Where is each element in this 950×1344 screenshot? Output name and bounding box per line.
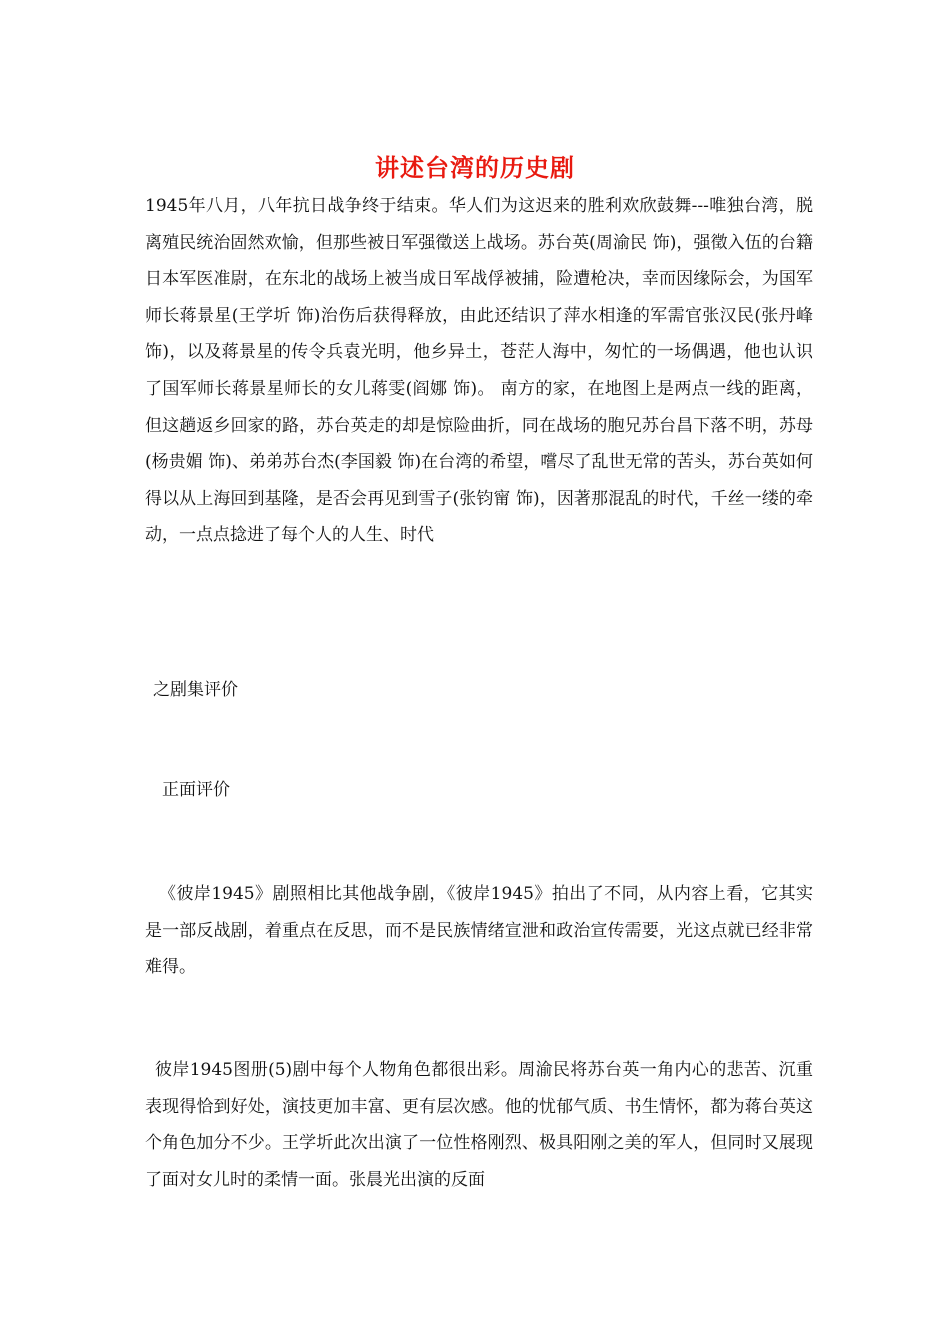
- review-section-heading: 之剧集评价: [153, 680, 238, 700]
- synopsis-paragraph: 1945年八月，八年抗日战争终于结束。华人们为这迟来的胜利欢欣鼓舞---唯独台湾，脱离殖民统治固然欢愉，但那些被日军强徵送上战场。苏台英(周渝民 饰)，强徵入伍的台籍日本军医准尉，在东北的战场上被当成日军战俘被捕，险遭枪决，幸而因缘际会，为国军师长蒋景星(王学圻 饰)治伤后获得释放，由此还结识了萍水相逢的军需官张汉民(张丹峰 饰)，以及蒋景星的传令兵袁光明，他乡异土，苍茫人海中，匆忙的一场偶遇，他也认识了国军师长蒋景星师长的女儿蒋雯(阎娜 饰)。 南方的家，在地图上是两点一线的距离，但这趟返乡回家的路，苏台英走的却是惊险曲折，同在战场的胞兄苏台昌下落不明，苏母(杨贵媚 饰)、弟弟苏台杰(李国毅 饰)在台湾的希望，嚐尽了乱世无常的苦头，苏台英如何得以从上海回到基隆，是否会再见到雪子(张钧甯 饰)，因著那混乱的时代，千丝一缕的牵动，一点点捻进了每个人的人生、时代: [145, 196, 813, 546]
- review-paragraph-1: 《彼岸1945》剧照相比其他战争剧，《彼岸1945》拍出了不同，从内容上看，它其实是一部反战剧，着重点在反思，而不是民族情绪宣泄和政治宣传需要，光这点就已经非常难得。: [145, 884, 813, 978]
- positive-review-heading: 正面评价: [162, 780, 230, 800]
- review-paragraph-2: 彼岸1945图册(5)剧中每个人物角色都很出彩。周渝民将苏台英一角内心的悲苦、沉重表现得恰到好处，演技更加丰富、更有层次感。他的忧郁气质、书生情怀，都为蒋台英这个角色加分不少。王学圻此次出演了一位性格刚烈、极具阳刚之美的军人，但同时又展现了面对女儿时的柔情一面。张晨光出演的反面: [145, 1060, 813, 1190]
- document-title: 讲述台湾的历史剧: [375, 153, 575, 182]
